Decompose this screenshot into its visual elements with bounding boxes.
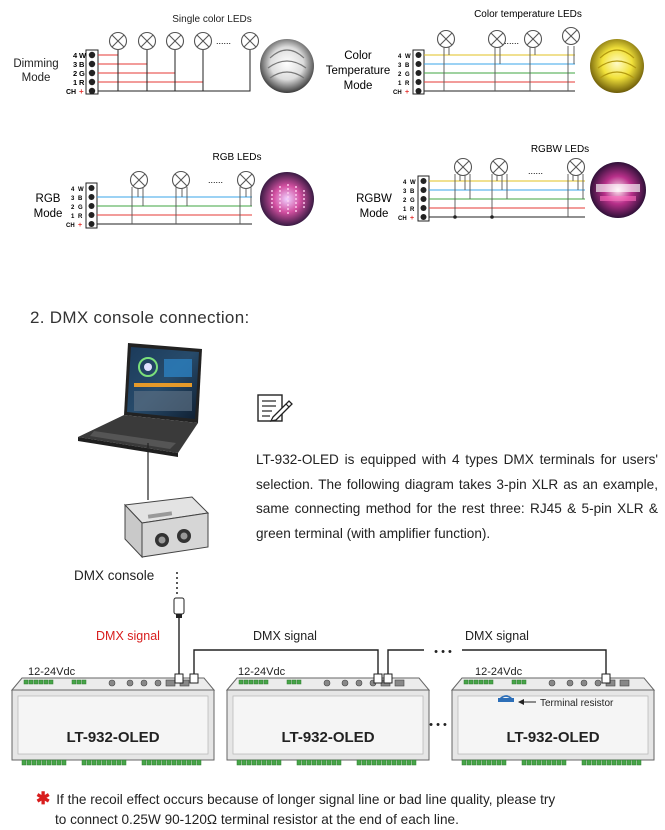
terminal-num-1: 1: [71, 214, 75, 220]
dmx-signal-label-1: DMX signal: [96, 629, 160, 643]
footer-line-2: to connect 0.25W 90-120Ω terminal resistor at the end of each line.: [55, 812, 459, 827]
terminal-plus: +: [410, 215, 415, 222]
terminal-letter-r: R: [410, 207, 415, 213]
yellow-led-photo: [590, 39, 644, 93]
terminal-num-3: 3: [403, 189, 407, 195]
terminal-block: [398, 176, 429, 222]
ct-mode-label-3: Mode: [343, 80, 373, 92]
rgb-mode-label-1: RGB: [35, 193, 61, 205]
terminal-plus: +: [79, 87, 84, 96]
dmx-signal-label-2: DMX signal: [253, 629, 317, 643]
terminal-letter-w: W: [410, 180, 416, 186]
terminal-letter-g: G: [79, 69, 85, 78]
terminal-letter-b: B: [405, 63, 410, 69]
rgb-mode-label-2: Mode: [33, 208, 63, 220]
rgbw-ellipsis: ......: [528, 166, 544, 176]
section-title: 2. DMX console connection:: [30, 308, 250, 327]
rgbw-mode-label-1: RGBW: [356, 193, 392, 205]
terminal-letter-r: R: [79, 78, 85, 87]
terminal-block: [66, 50, 98, 96]
asterisk-icon: ✱: [36, 789, 51, 808]
terminal-letter-w: W: [78, 187, 84, 193]
ct-ellipsis: ......: [504, 36, 520, 46]
rgb-ellipsis: ......: [208, 175, 224, 185]
device-2-voltage: 12-24Vdc: [238, 666, 286, 678]
device-1: [12, 678, 214, 765]
dimming-mode-label-1: Dimming: [13, 58, 59, 70]
terminal-ch: CH: [398, 216, 407, 222]
terminal-num-2: 2: [403, 198, 407, 204]
terminal-ch: CH: [66, 223, 75, 229]
rgb-title: RGB LEDs: [212, 152, 262, 163]
device-3-name: LT-932-OLED: [506, 729, 600, 746]
terminal-letter-b: B: [410, 189, 415, 195]
rgbw-mode-diagram: [356, 144, 646, 222]
terminal-resistor-label: Terminal resistor: [540, 698, 614, 709]
terminal-num-1: 1: [398, 81, 402, 87]
device-3-voltage: 12-24Vdc: [475, 666, 523, 678]
footer-line-1: If the recoil effect occurs because of longer signal line or bad line quality, please try: [56, 792, 556, 807]
device-1-voltage: 12-24Vdc: [28, 666, 76, 678]
ct-title: Color temperature LEDs: [474, 9, 582, 20]
color-temperature-mode-diagram: [326, 9, 644, 96]
terminal-num-2: 2: [73, 69, 78, 78]
terminal-block: [393, 50, 424, 96]
terminal-num-1: 1: [73, 78, 78, 87]
xlr-plug-icon: [174, 598, 184, 678]
device-1-name: LT-932-OLED: [66, 729, 160, 746]
laptop-icon: [78, 343, 202, 457]
rgbw-led-photo: [590, 162, 646, 218]
terminal-num-4: 4: [71, 187, 75, 193]
terminal-letter-g: G: [410, 198, 415, 204]
terminal-letter-g: G: [78, 205, 83, 211]
terminal-ch: CH: [393, 90, 402, 96]
terminal-plus: +: [78, 222, 83, 229]
terminal-num-2: 2: [398, 72, 402, 78]
wiring-diagrams: [0, 0, 665, 290]
terminal-num-2: 2: [71, 205, 75, 211]
device-3: [452, 678, 654, 765]
ct-mode-label-2: Temperature: [325, 65, 391, 77]
terminal-block: [66, 183, 97, 229]
device-2-name: LT-932-OLED: [281, 729, 375, 746]
terminal-plus: +: [405, 89, 410, 96]
device-chain: [0, 590, 665, 782]
dmx-signal-label-3: DMX signal: [465, 629, 529, 643]
rgbw-mode-label-2: Mode: [359, 208, 389, 220]
note-pencil-icon: [256, 393, 294, 425]
terminal-num-4: 4: [73, 51, 78, 60]
terminal-letter-b: B: [78, 196, 83, 202]
terminal-num-4: 4: [398, 54, 402, 60]
terminal-num-1: 1: [403, 207, 407, 213]
dmx-console-label: DMX console: [74, 568, 155, 583]
device-2: [227, 678, 429, 765]
rgb-mode-diagram: [34, 152, 314, 229]
device-ellipsis: • • •: [429, 719, 447, 731]
footer-note: [36, 789, 656, 830]
white-led-photo: [260, 39, 314, 93]
dimming-ellipsis: ......: [216, 36, 232, 46]
terminal-letter-w: W: [79, 51, 87, 60]
terminal-num-3: 3: [71, 196, 75, 202]
terminal-num-3: 3: [73, 60, 78, 69]
terminal-letter-w: W: [405, 54, 411, 60]
note-text: LT-932-OLED is equipped with 4 types DMX terminals for users' selection. The following diagram takes 3-pin XLR as an example, same connecting method for the rest three: RJ45 & 5-pin XLR & green terminal (with amplifier function).: [256, 452, 658, 541]
rgb-led-photo: [260, 172, 314, 226]
rgbw-title: RGBW LEDs: [530, 144, 590, 155]
ct-mode-label-1: Color: [344, 50, 372, 62]
dimming-title: Single color LEDs: [172, 14, 252, 25]
terminal-num-4: 4: [403, 180, 407, 186]
terminal-letter-r: R: [405, 81, 410, 87]
dimming-mode-label-2: Mode: [21, 72, 51, 84]
signal-ellipsis: • • •: [434, 646, 452, 658]
terminal-letter-b: B: [79, 60, 85, 69]
terminal-letter-r: R: [78, 214, 83, 220]
dimming-mode-diagram: [13, 14, 314, 96]
dmx-console-box-icon: [125, 497, 208, 557]
terminal-letter-g: G: [405, 72, 410, 78]
terminal-num-3: 3: [398, 63, 402, 69]
terminal-ch: CH: [66, 89, 77, 96]
